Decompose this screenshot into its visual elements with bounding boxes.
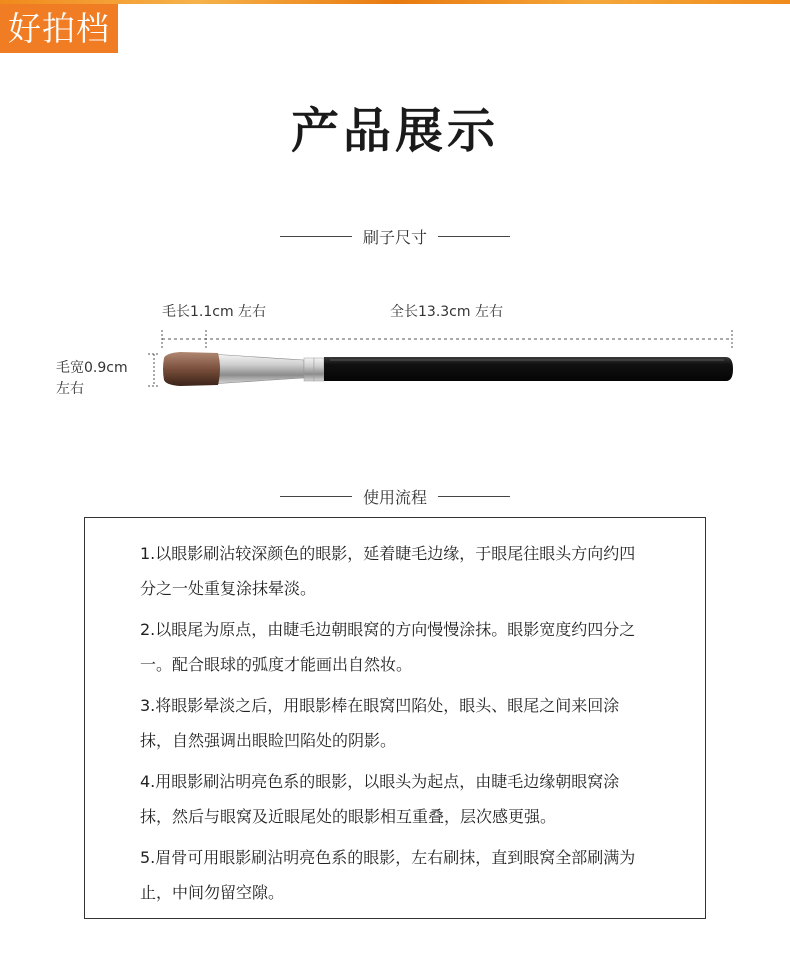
- bristle-width-label: 毛宽0.9cm 左右: [56, 360, 128, 397]
- total-length-label: 全长13.3cm 左右: [390, 304, 503, 320]
- usage-section-heading: [0, 486, 790, 506]
- usage-step: 1.以眼影刷沾较深颜色的眼影，延着睫毛边缘，于眼尾往眼头方向约四分之一处重复涂抹晕淡。: [140, 544, 636, 598]
- usage-heading-label: 使用流程: [362, 487, 427, 507]
- heading-rule-left: [280, 496, 352, 497]
- heading-rule-left: [280, 236, 352, 237]
- brand-logo: 好拍档: [0, 4, 118, 53]
- usage-step: 5.眉骨可用眼影刷沾明亮色系的眼影，左右刷抹，直到眼窝全部刷满为止，中间勿留空隙。: [140, 848, 636, 902]
- usage-step: 3.将眼影晕淡之后，用眼影棒在眼窝凹陷处，眼头、眼尾之间来回涂抹，自然强调出眼睑凹陷处的阴影。: [140, 696, 620, 750]
- brush-diagram: [130, 320, 740, 390]
- page-title: 产品展示: [290, 103, 499, 159]
- top-decor-stripe: [0, 0, 790, 4]
- heading-rule-right: [438, 496, 510, 497]
- bristle-length-label: 毛长1.1cm 左右: [162, 304, 267, 320]
- heading-rule-right: [438, 236, 510, 237]
- usage-step: 2.以眼尾为原点，由睫毛边朝眼窝的方向慢慢涂抹。眼影宽度约四分之一。配合眼球的弧度才能画出自然妆。: [140, 620, 636, 674]
- brush-image: [163, 352, 733, 386]
- size-section-heading: [0, 226, 790, 246]
- usage-steps-box: [84, 517, 706, 919]
- size-heading-label: 刷子尺寸: [362, 227, 427, 247]
- usage-step: 4.用眼影刷沾明亮色系的眼影，以眼头为起点，由睫毛边缘朝眼窝涂抹，然后与眼窝及近眼尾处的眼影相互重叠，层次感更强。: [140, 772, 620, 826]
